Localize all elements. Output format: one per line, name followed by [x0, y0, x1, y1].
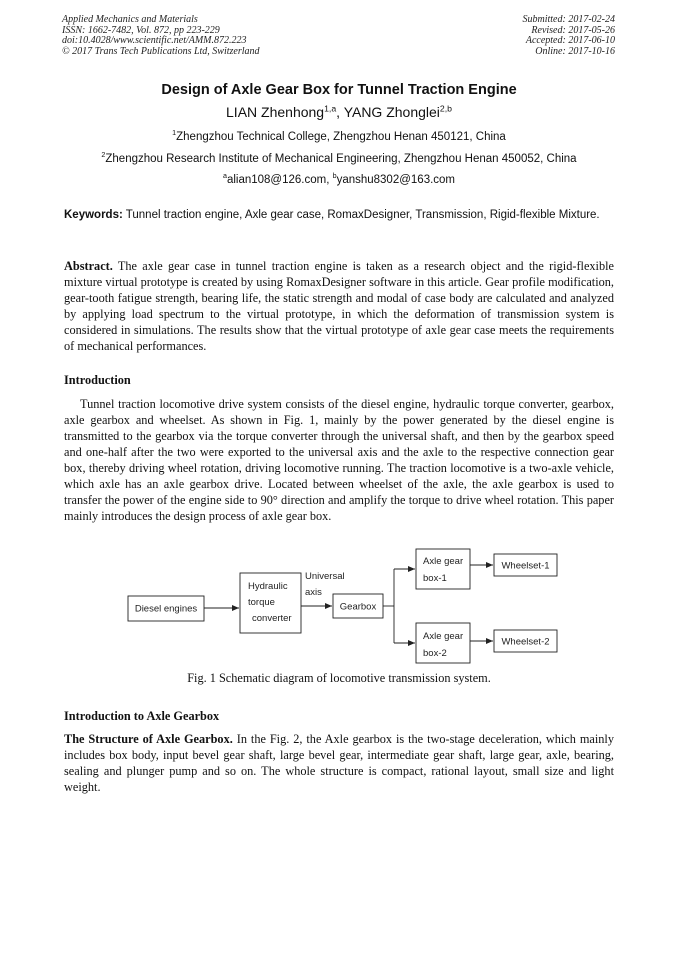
issn: ISSN: 1662-7482, Vol. 872, pp 223-229 — [62, 24, 220, 36]
wheelset-1-label: Wheelset-1 — [501, 560, 550, 572]
accepted-date: Accepted: 2017-06-10 — [525, 35, 615, 46]
journal-header — [62, 15, 260, 57]
abstract-label: Abstract. — [64, 259, 113, 273]
axle-gearbox-2-label-1: Axle gear — [423, 631, 464, 642]
section-2-sub-label: The Structure of Axle Gearbox. — [64, 732, 233, 746]
copyright: © 2017 Trans Tech Publications Ltd, Switzerland — [62, 45, 260, 57]
email-b[interactable]: yanshu8302@163.com — [336, 174, 456, 186]
figure-caption: Fig. 1 Schematic diagram of locomotive transmission system. — [187, 671, 491, 685]
online-date: Online: 2017-10-16 — [535, 45, 615, 57]
keywords — [64, 208, 614, 223]
aff-1-text: Zhengzhou Technical College, Zhengzhou Henan 450121, China — [176, 131, 506, 143]
revised-date: Revised: 2017-05-26 — [531, 24, 615, 36]
author-2-sup: 2,b — [439, 103, 452, 114]
introduction-text: Tunnel traction locomotive drive system consists of the diesel engine, hydraulic torque converter, gearbox, axle gearbox and wheelset. As shown in Fig. 1, mainly by the power generated by the diesel engine is transmitted to the gearbox via the torque converter through the universal shaft, and then by the gearbox speed and one-half after the two were exported to the universal axis and the axle to the respective connection gear box, thereby driving wheel rotation, driving locomotive running. The traction locomotive is a two-axle vehicle, which axle has an axle gearbox drive. Located between wheelset of the axle, the axle gearbox is used to transfer the power of the engine side to 90° direction and amplify the torque to drive wheel rotation. This paper mainly introduces the design process of axle gear box. — [64, 397, 614, 523]
doi: doi:10.4028/www.scientific.net/AMM.872.223 — [62, 35, 247, 46]
aff-1-mark: 1 — [172, 129, 177, 138]
introduction-body — [64, 396, 614, 524]
abstract — [64, 258, 614, 354]
submitted-date: Submitted: 2017-02-24 — [522, 14, 615, 25]
affiliation-2 — [0, 153, 678, 165]
email-a[interactable]: alian108@126.com, — [226, 174, 333, 186]
author-separator: , — [336, 104, 344, 120]
emails — [0, 174, 678, 186]
authors — [0, 104, 678, 120]
diesel-label: Diesel engines — [134, 603, 198, 615]
email-a-mark: a — [222, 172, 227, 181]
axle-gearbox-1-label-1: Axle gear — [423, 556, 464, 567]
keywords-label: Keywords: — [64, 209, 123, 221]
journal-name: Applied Mechanics and Materials — [62, 14, 198, 25]
email-b-mark: b — [332, 172, 337, 181]
hydraulic-label-1: Hydraulic — [248, 581, 288, 592]
aff-2-text: Zhengzhou Research Institute of Mechanical Engineering, Zhengzhou Henan 450052, China — [105, 153, 577, 165]
dates-header — [523, 15, 616, 57]
axle-gearbox-1-label-2: box-1 — [423, 573, 447, 584]
hydraulic-label-3: converter — [252, 613, 292, 624]
hydraulic-label-2: torque — [248, 597, 275, 608]
section-2-body — [64, 731, 614, 795]
universal-label-2: axis — [305, 587, 322, 598]
author-2: YANG Zhonglei — [343, 104, 440, 120]
affiliation-1 — [0, 131, 678, 143]
author-1: LIAN Zhenhong — [226, 104, 325, 120]
universal-label-1: Universal — [305, 571, 345, 582]
wheelset-2-label: Wheelset-2 — [501, 636, 550, 648]
keywords-text: Tunnel traction engine, Axle gear case, RomaxDesigner, Transmission, Rigid-flexible Mixture. — [122, 209, 600, 221]
section-2-heading: Introduction to Axle Gearbox — [64, 709, 220, 723]
paper-title: Design of Axle Gear Box for Tunnel Traction Engine — [161, 82, 517, 98]
introduction-heading: Introduction — [64, 373, 131, 387]
section-2-text: In the Fig. 2, the Axle gearbox is the two-stage deceleration, which mainly includes box body, input bevel gear shaft, large bevel gear, intermediate gear shaft, large gear, axle, bearing, sealing and plunger pump and so on. The whole structure is compact, rational layout, small size and light weight. — [64, 732, 614, 794]
gearbox-label: Gearbox — [339, 601, 377, 613]
aff-2-mark: 2 — [101, 151, 106, 160]
abstract-text: The axle gear case in tunnel traction engine is taken as a research object and the rigid-flexible mixture virtual prototype is created by using RomaxDesigner software in this article. Gear profile modification, gear-tooth fatigue strength, bearing life, the static strength and modal of case body are calculated and analyzed by applying load spectrum to the virtual prototype, in which the deformation of transmission system is considered in simulations. The results show that the virtual prototype of axle gear case meets the requirements of mechanical performances. — [64, 259, 614, 353]
author-1-sup: 1,a — [324, 103, 337, 114]
axle-gearbox-2-label-2: box-2 — [423, 648, 447, 659]
transmission-diagram — [0, 543, 678, 673]
